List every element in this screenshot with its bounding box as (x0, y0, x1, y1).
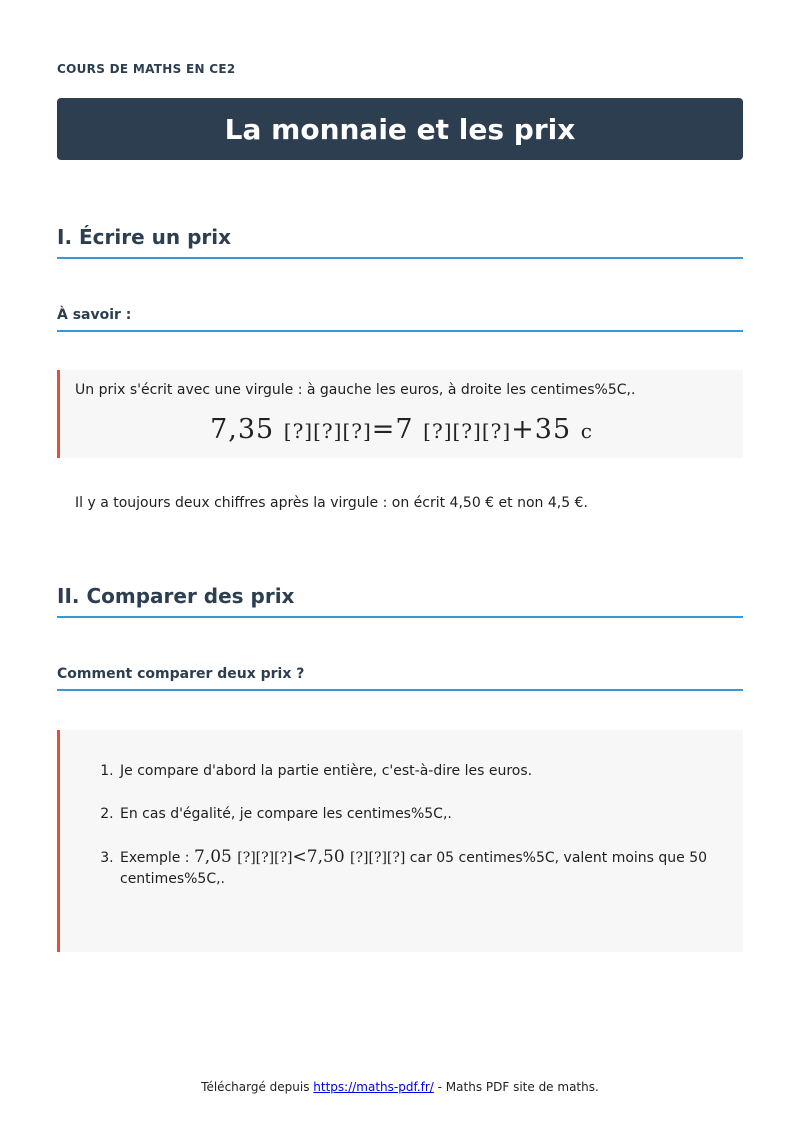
steps-list (60, 761, 768, 912)
definition-text: Un prix s'écrit avec une virgule : à gauche les euros, à droite les centimes%5C,. (75, 382, 636, 398)
source-link[interactable]: https://maths-pdf.fr/ (313, 1080, 434, 1094)
course-label: COURS DE MATHS EN CE2 (57, 62, 236, 76)
formula-plus: + (511, 414, 535, 445)
formula-cents-unit: c (580, 419, 593, 443)
section-1-subheading: À savoir : (57, 307, 743, 332)
formula-left-unit: [?][?][?] (283, 419, 372, 443)
section-2-heading: II. Comparer des prix (57, 584, 743, 618)
price-formula (60, 414, 743, 445)
two-digits-note: Il y a toujours deux chiffres après la virgule : on écrit 4,50 € et non 4,5 €. (75, 495, 588, 511)
example-prefix: Exemple : (120, 850, 194, 866)
footer (0, 1080, 800, 1094)
formula-cents-value: 35 (534, 414, 572, 445)
footer-suffix: - Maths PDF site de maths. (433, 1080, 599, 1094)
page-title: La monnaie et les prix (224, 112, 576, 146)
list-item: 1. Je compare d'abord la partie entière, c'est-à-dire les euros. (118, 761, 768, 782)
formula-euros-unit: [?][?][?] (423, 419, 512, 443)
example-suffix: car 05 centimes%5C, valent moins que 50 centimes%5C,. (120, 850, 708, 887)
example-math: 7,05 [?][?][?]<7,50 [?][?][?] (193, 847, 406, 867)
method-box (57, 730, 743, 952)
formula-left-value: 7,35 (210, 414, 275, 445)
section-2-subheading: Comment comparer deux prix ? (57, 666, 743, 691)
formula-euros-value: 7 (395, 414, 414, 445)
section-1-heading: I. Écrire un prix (57, 225, 743, 259)
list-item (118, 847, 768, 890)
title-banner (57, 98, 743, 160)
footer-prefix: Téléchargé depuis (201, 1080, 314, 1094)
list-item: 2. En cas d'égalité, je compare les centimes%5C,. (118, 804, 768, 825)
formula-equals: = (371, 414, 396, 445)
definition-box (57, 370, 743, 458)
